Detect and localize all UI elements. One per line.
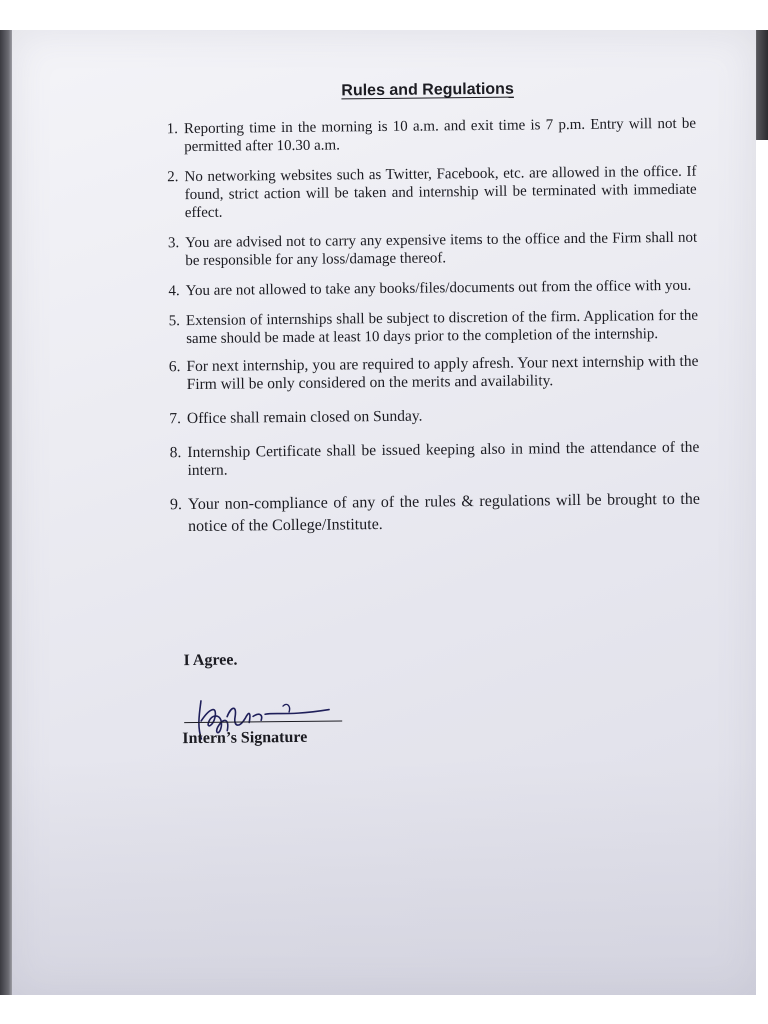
- rule-item-5: [158, 307, 698, 349]
- rule-item-3: [157, 229, 697, 271]
- document-body: [7, 26, 761, 999]
- rule-number: 6.: [168, 358, 181, 376]
- rule-number: 7.: [169, 410, 182, 428]
- paper-sheet: [12, 30, 756, 995]
- rules-list: [156, 115, 700, 539]
- rule-text: Extension of internships shall be subject to discretion of the firm. Application for the same should be made at least 10 days prior to the completion of the internship.: [185, 307, 699, 348]
- rule-text: Office shall remain closed on Sunday.: [186, 407, 423, 428]
- rule-number: 1.: [166, 121, 179, 138]
- rule-number: 9.: [169, 496, 182, 514]
- rule-text: You are not allowed to take any books/files/documents out from the office with you.: [185, 277, 692, 300]
- rule-item-9: [160, 489, 700, 539]
- signature-label: Intern’s Signature: [182, 728, 308, 748]
- rule-text: Reporting time in the morning is 10 a.m. and exit time is 7 p.m. Entry will not be permitted after 10.30 a.m.: [183, 115, 697, 156]
- rule-number: 4.: [168, 283, 180, 300]
- rule-item-8: [159, 439, 699, 481]
- rule-number: 8.: [169, 444, 182, 462]
- rule-text: Your non-compliance of any of the rules & regulations will be brought to the notice of the College/Institute.: [187, 490, 700, 536]
- rule-text: You are advised not to carry any expensive items to the office and the Firm shall not be responsible for any loss/damage thereof.: [185, 229, 698, 270]
- rule-number: 2.: [167, 169, 179, 186]
- agreement-statement: I Agree.: [183, 651, 238, 670]
- document-title: Rules and Regulations: [341, 80, 514, 100]
- rule-text: Internship Certificate shall be issued keeping also in mind the attendance of the intern.: [187, 438, 700, 480]
- rule-item-2: [156, 163, 697, 223]
- rule-item-6: [158, 353, 698, 395]
- rule-text: No networking websites such as Twitter, Facebook, etc. are allowed in the office. If found, strict action will be taken and internship will be terminated with immediate effect.: [184, 163, 697, 222]
- rule-text: For next internship, you are required to apply afresh. Your next internship with the Firm will be only considered on the merits and availability.: [186, 352, 699, 394]
- rule-item-7: [159, 405, 699, 429]
- rule-item-1: [156, 115, 696, 157]
- rule-number: 3.: [167, 235, 180, 252]
- rule-number: 5.: [168, 313, 181, 330]
- rule-item-4: [158, 277, 698, 301]
